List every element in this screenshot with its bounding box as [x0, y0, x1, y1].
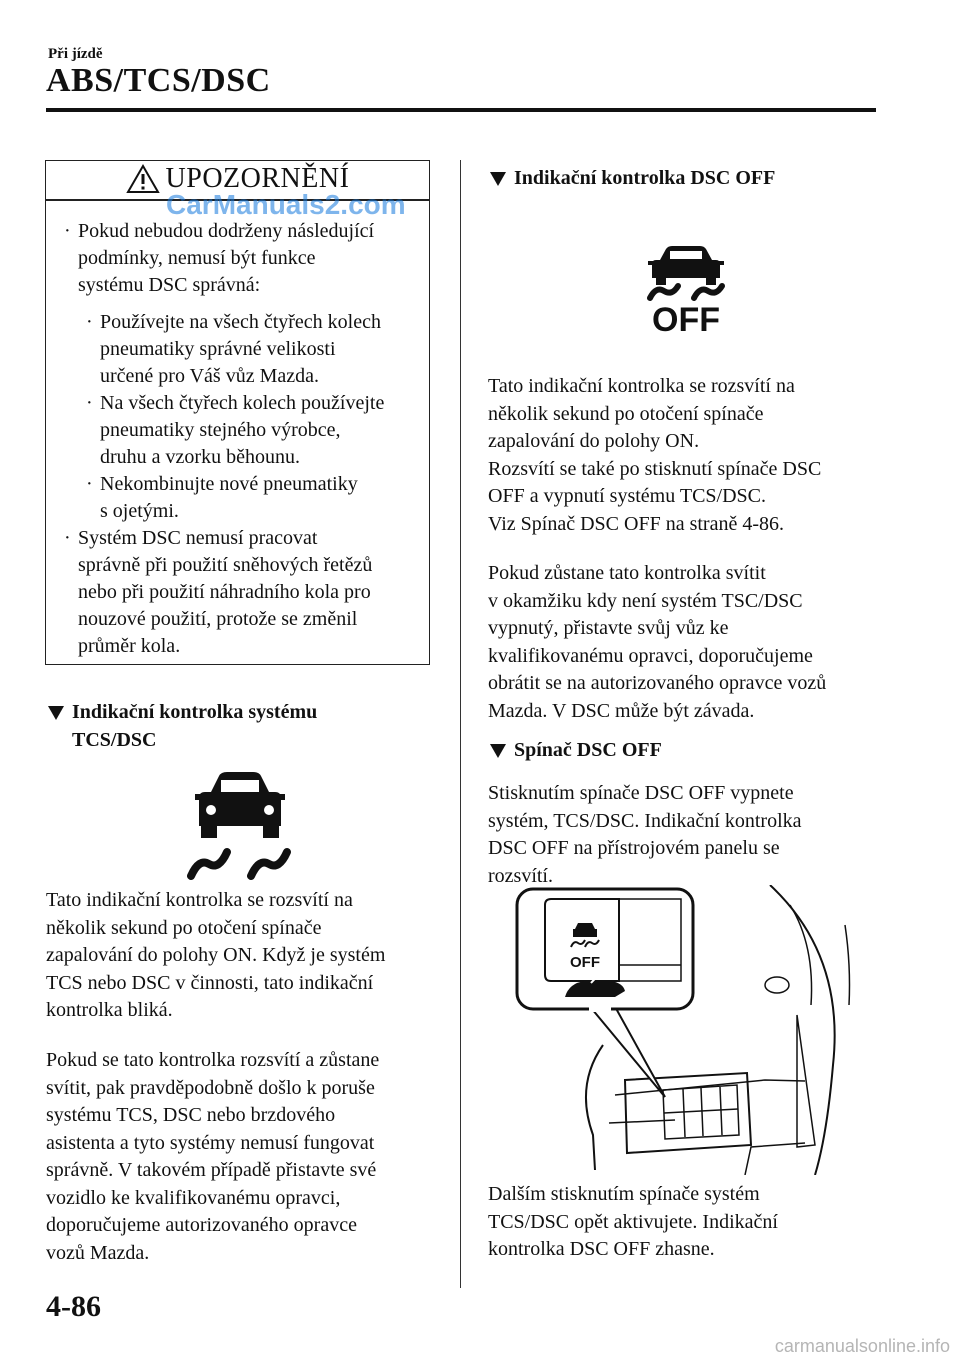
caution-box [45, 160, 430, 665]
right-para1-0: Tato indikační kontrolka se rozsvítí na [488, 375, 795, 397]
warning-icon [126, 164, 160, 194]
caution-intro-2: systému DSC správná: [78, 274, 261, 296]
right-para2-2: vypnutý, přistavte svůj vůz ke [488, 617, 729, 639]
left-heading-line-1: TCS/DSC [72, 729, 157, 751]
caution-item2-0: Systém DSC nemusí pracovat [78, 527, 318, 549]
caution-sub1-0: Používejte na všech čtyřech kolech [100, 311, 381, 333]
caution-item2-1: správně při použití sněhových řetězů [78, 554, 373, 576]
dsc-off-switch-illustration [515, 885, 855, 1175]
triangle-marker [490, 744, 506, 758]
right-para1-1: několik sekund po otočení spínače [488, 402, 764, 425]
page-number: 4-86 [46, 1290, 101, 1323]
right-para3-0: Stisknutím spínače DSC OFF vypnete [488, 782, 794, 804]
caution-sub2-1: pneumatiky stejného výrobce, [100, 419, 341, 441]
right-para3-1: systém, TCS/DSC. Indikační kontrolka [488, 809, 802, 832]
right-para1-5: Viz Spínač DSC OFF na straně 4-86. [488, 512, 784, 535]
left-para2-1: svítit, pak pravděpodobně došlo k poruše [46, 1076, 375, 1099]
right-para4-0: Dalším stisknutím spínače systém [488, 1183, 760, 1205]
left-para2-5: vozidlo ke kvalifikovanému opravci, [46, 1186, 341, 1209]
triangle-marker [48, 706, 64, 720]
bullet-dot: · [86, 473, 93, 495]
right-para2-4: obrátit se na autorizovaného opravce vozů [488, 672, 827, 694]
caution-rule [46, 199, 429, 201]
caution-sub2-0: Na všech čtyřech kolech používejte [100, 392, 385, 414]
watermark: CarManuals2.com [166, 189, 406, 220]
bullet-dot: · [64, 527, 71, 549]
left-para2-3: asistenta a tyto systémy nemusí fungovat [46, 1131, 375, 1154]
left-para1-2: zapalování do polohy ON. Když je systém [46, 944, 386, 966]
site-mark: carmanualsonline.info [774, 1336, 950, 1356]
dsc-off-indicator-icon [636, 246, 736, 334]
left-para1-0: Tato indikační kontrolka se rozsvítí na [46, 889, 353, 911]
right-para3-3: rozsvítí. [488, 864, 553, 887]
caution-header [46, 163, 429, 197]
left-para1-3: TCS nebo DSC v činnosti, tato indikační [46, 971, 374, 994]
bullet-dot: · [86, 392, 93, 414]
left-heading-line-0: Indikační kontrolka systému [72, 701, 318, 723]
bullet-dot: · [86, 311, 93, 333]
dsc-off-icon-label: OFF [652, 301, 720, 334]
right-para3-2: DSC OFF na přístrojovém panelu se [488, 837, 780, 859]
left-para2-6: doporučujeme autorizovaného opravce [46, 1214, 357, 1236]
title-rule [46, 108, 876, 112]
caution-sub1-2: určené pro Váš vůz Mazda. [100, 365, 319, 387]
right-para2-5: Mazda. V DSC může být závada. [488, 699, 755, 722]
right-para1-4: OFF a vypnutí systému TCS/DSC. [488, 485, 767, 507]
caution-intro-0: Pokud nebudou dodrženy následující [78, 220, 375, 242]
right-para4-1: TCS/DSC opět aktivujete. Indikační [488, 1210, 778, 1233]
section-title: ABS/TCS/DSC [46, 62, 271, 99]
caution-sub2-2: druhu a vzorku běhounu. [100, 446, 300, 468]
column-divider [460, 160, 461, 1288]
caution-item2-2: nebo při použití náhradního kola pro [78, 581, 371, 603]
caution-sub1-1: pneumatiky správné velikosti [100, 338, 336, 360]
caution-item2-4: průměr kola. [78, 635, 181, 657]
right-para1-2: zapalování do polohy ON. [488, 430, 700, 452]
caution-title: UPOZORNĚNÍ [165, 163, 350, 194]
right-para1-3: Rozsvítí se také po stisknutí spínače DSC [488, 457, 822, 480]
caution-sub3-0: Nekombinujte nové pneumatiky [100, 473, 358, 495]
breadcrumb: Při jízdě [48, 46, 103, 62]
callout-off-label: OFF [570, 954, 600, 971]
left-para1-4: kontrolka bliká. [46, 999, 173, 1021]
right-heading-1: Indikační kontrolka DSC OFF [514, 167, 776, 189]
caution-sub3-1: s ojetými. [100, 500, 179, 522]
left-para2-7: vozů Mazda. [46, 1241, 150, 1264]
bullet-dot: · [64, 220, 71, 242]
caution-item2-3: nouzové použití, protože se změnil [78, 608, 358, 630]
caution-intro-1: podmínky, nemusí být funkce [78, 247, 316, 269]
right-para2-0: Pokud zůstane tato kontrolka svítit [488, 562, 766, 584]
right-para2-1: v okamžiku kdy není systém TSC/DSC [488, 589, 803, 612]
left-para2-2: systému TCS, DSC nebo brzdového [46, 1104, 336, 1126]
right-para4-2: kontrolka DSC OFF zhasne. [488, 1238, 715, 1260]
tcs-dsc-indicator-icon [185, 768, 295, 880]
left-para2-4: správně. V takovém případě přistavte své [46, 1159, 377, 1181]
left-para2-0: Pokud se tato kontrolka rozsvítí a zůstane [46, 1049, 380, 1071]
right-heading-2: Spínač DSC OFF [514, 739, 662, 761]
left-para1-1: několik sekund po otočení spínače [46, 916, 322, 939]
right-para2-3: kvalifikovanému opravci, doporučujeme [488, 644, 813, 667]
triangle-marker [490, 172, 506, 186]
